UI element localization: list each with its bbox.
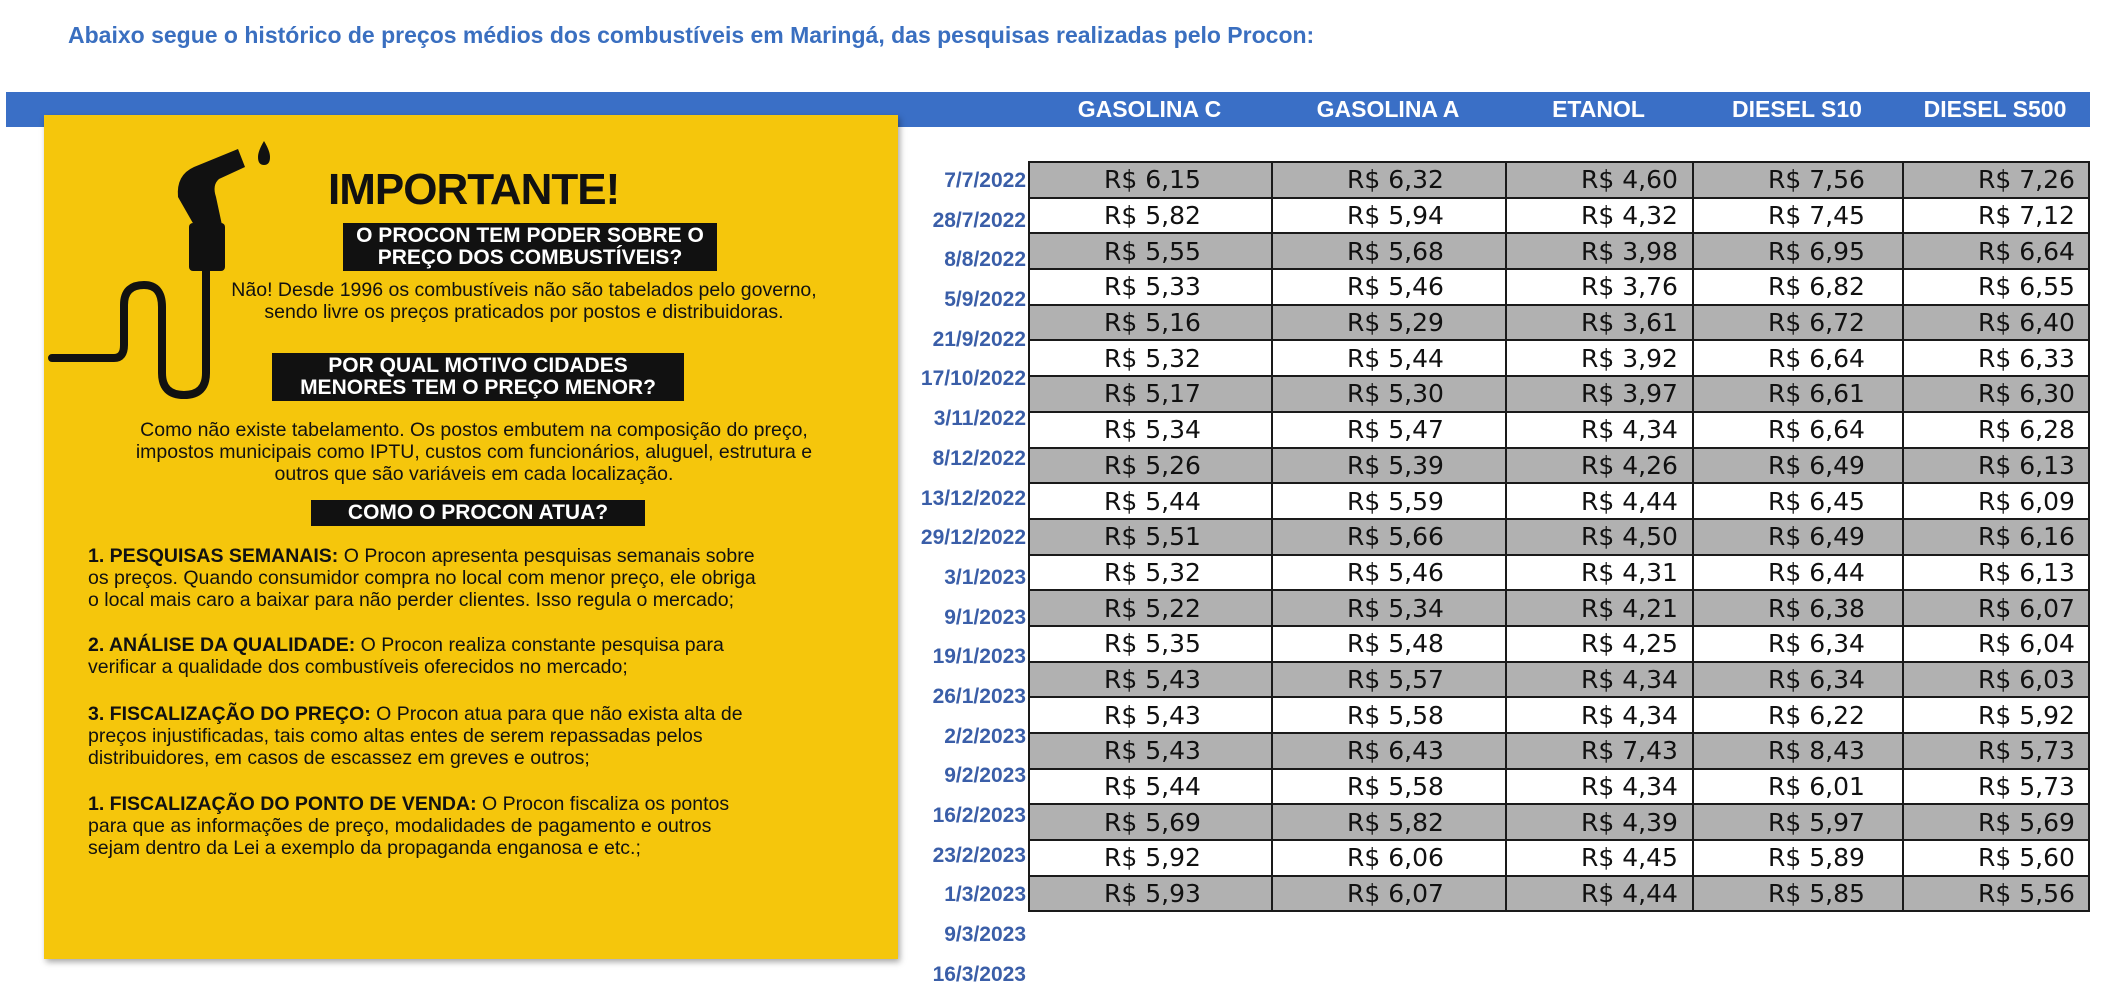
table-row (1029, 448, 2089, 484)
price-cell: R$ 5,85 (1693, 876, 1903, 912)
price-cell: R$ 6,07 (1903, 590, 2089, 626)
price-cell: R$ 4,34 (1506, 769, 1693, 805)
price-cell: R$ 4,50 (1506, 519, 1693, 555)
price-cell: R$ 3,92 (1506, 340, 1693, 376)
panel-item (88, 793, 888, 859)
column-headers (1028, 92, 2088, 127)
price-cell: R$ 5,73 (1903, 769, 2089, 805)
price-cell: R$ 5,82 (1272, 804, 1506, 840)
price-cell: R$ 6,06 (1272, 840, 1506, 876)
row-date: 1/3/2023 (944, 883, 1026, 907)
price-cell: R$ 4,44 (1506, 876, 1693, 912)
table-row (1029, 198, 2089, 234)
row-date: 17/10/2022 (920, 367, 1026, 391)
price-cell: R$ 5,16 (1029, 305, 1272, 341)
item-line: o local mais caro a baixar para não perder clientes. Isso regula o mercado; (88, 589, 735, 611)
question-line: O PROCON TEM PODER SOBRE O (356, 224, 704, 247)
price-cell: R$ 6,61 (1693, 376, 1903, 412)
price-cell: R$ 5,44 (1272, 340, 1506, 376)
price-cell: R$ 5,30 (1272, 376, 1506, 412)
item-heading: 1. PESQUISAS SEMANAIS: (88, 545, 339, 567)
item-line: distribuidores, em casos de escassez em greves e outros; (88, 747, 590, 769)
price-cell: R$ 5,60 (1903, 840, 2089, 876)
answer-text (164, 279, 884, 323)
row-date: 7/7/2022 (944, 169, 1026, 192)
fuel-nozzle-icon (44, 115, 274, 435)
row-date: 26/1/2023 (932, 684, 1026, 708)
price-cell: R$ 3,61 (1506, 305, 1693, 341)
row-date: 9/3/2023 (944, 923, 1026, 947)
row-date: 5/9/2022 (944, 288, 1026, 312)
table-row (1029, 305, 2089, 341)
price-cell: R$ 5,46 (1272, 269, 1506, 305)
price-cell: R$ 5,33 (1029, 269, 1272, 305)
price-cell: R$ 5,69 (1029, 804, 1272, 840)
price-cell: R$ 6,34 (1693, 626, 1903, 662)
price-cell: R$ 5,57 (1272, 662, 1506, 698)
price-cell: R$ 4,25 (1506, 626, 1693, 662)
price-cell: R$ 7,43 (1506, 733, 1693, 769)
price-cell: R$ 6,43 (1272, 733, 1506, 769)
table-row (1029, 412, 2089, 448)
column-header: ETANOL (1552, 96, 1645, 122)
price-cell: R$ 5,94 (1272, 198, 1506, 234)
price-cell: R$ 5,59 (1272, 483, 1506, 519)
price-cell: R$ 5,92 (1903, 697, 2089, 733)
price-cell: R$ 6,16 (1903, 519, 2089, 555)
price-cell: R$ 7,26 (1903, 162, 2089, 198)
page-intro: Abaixo segue o histórico de preços médios dos combustíveis em Maringá, das pesquisas realizadas pelo Procon: (68, 22, 1315, 48)
table-row (1029, 483, 2089, 519)
answer-text (64, 419, 884, 485)
price-cell: R$ 5,73 (1903, 733, 2089, 769)
price-cell: R$ 5,43 (1029, 662, 1272, 698)
price-cell: R$ 6,72 (1693, 305, 1903, 341)
item-line: O Procon fiscaliza os pontos (476, 793, 730, 815)
question-box (343, 223, 717, 271)
price-table (1028, 161, 2090, 912)
panel-item (88, 545, 888, 611)
price-cell: R$ 6,07 (1272, 876, 1506, 912)
table-row (1029, 662, 2089, 698)
row-date: 23/2/2023 (932, 843, 1026, 867)
answer-line: Como não existe tabelamento. Os postos embutem na composição do preço, (140, 419, 808, 441)
price-cell: R$ 5,58 (1272, 697, 1506, 733)
price-cell: R$ 5,93 (1029, 876, 1272, 912)
column-header: GASOLINA C (1077, 96, 1222, 122)
price-cell: R$ 6,44 (1693, 555, 1903, 591)
column-header: GASOLINA A (1316, 96, 1460, 122)
price-cell: R$ 5,56 (1903, 876, 2089, 912)
panel-item (88, 703, 888, 769)
price-cell: R$ 5,43 (1029, 733, 1272, 769)
question-line: MENORES TEM O PREÇO MENOR? (300, 376, 656, 399)
price-cell: R$ 6,49 (1693, 519, 1903, 555)
row-date: 28/7/2022 (932, 208, 1026, 232)
price-cell: R$ 6,82 (1693, 269, 1903, 305)
question-line: POR QUAL MOTIVO CIDADES (328, 354, 628, 377)
price-cell: R$ 3,98 (1506, 233, 1693, 269)
price-cell: R$ 6,64 (1693, 340, 1903, 376)
question-line: COMO O PROCON ATUA? (347, 501, 609, 524)
item-line: verificar a qualidade dos combustíveis oferecidos no mercado; (88, 656, 628, 678)
row-date: 2/2/2023 (944, 724, 1026, 748)
price-cell: R$ 5,35 (1029, 626, 1272, 662)
price-cell: R$ 5,32 (1029, 555, 1272, 591)
answer-line: Não! Desde 1996 os combustíveis não são tabelados pelo governo, (231, 279, 817, 301)
answer-line: outros que são variáveis em cada localização. (274, 463, 674, 485)
price-cell: R$ 6,38 (1693, 590, 1903, 626)
panel-item (88, 634, 888, 678)
price-cell: R$ 5,47 (1272, 412, 1506, 448)
price-cell: R$ 4,45 (1506, 840, 1693, 876)
price-cell: R$ 4,34 (1506, 697, 1693, 733)
price-cell: R$ 6,64 (1693, 412, 1903, 448)
item-line: sejam dentro da Lei a exemplo da propaganda enganosa e etc.; (88, 837, 641, 859)
price-cell: R$ 5,44 (1029, 769, 1272, 805)
price-cell: R$ 5,82 (1029, 198, 1272, 234)
row-date: 13/12/2022 (920, 486, 1026, 510)
info-panel (44, 115, 898, 959)
price-cell: R$ 5,34 (1029, 412, 1272, 448)
item-heading: 2. ANÁLISE DA QUALIDADE: (88, 634, 356, 656)
price-cell: R$ 5,32 (1029, 340, 1272, 376)
price-cell: R$ 6,03 (1903, 662, 2089, 698)
item-line: O Procon atua para que não exista alta de (370, 703, 743, 725)
price-cell: R$ 5,39 (1272, 448, 1506, 484)
table-row (1029, 697, 2089, 733)
price-cell: R$ 6,45 (1693, 483, 1903, 519)
price-cell: R$ 4,32 (1506, 198, 1693, 234)
price-cell: R$ 4,34 (1506, 412, 1693, 448)
question-box (311, 500, 645, 526)
row-date: 21/9/2022 (932, 327, 1026, 351)
row-date: 3/11/2022 (933, 407, 1026, 431)
row-date: 8/12/2022 (932, 446, 1026, 470)
price-cell: R$ 6,32 (1272, 162, 1506, 198)
table-row (1029, 376, 2089, 412)
table-row (1029, 340, 2089, 376)
price-cell: R$ 5,89 (1693, 840, 1903, 876)
table-row (1029, 590, 2089, 626)
item-heading: 3. FISCALIZAÇÃO DO PREÇO: (88, 703, 371, 725)
price-cell: R$ 6,30 (1903, 376, 2089, 412)
table-row (1029, 519, 2089, 555)
price-cell: R$ 3,76 (1506, 269, 1693, 305)
row-date: 19/1/2023 (932, 645, 1026, 669)
item-line: O Procon apresenta pesquisas semanais sobre (338, 545, 755, 567)
price-cell: R$ 5,69 (1903, 804, 2089, 840)
price-cell: R$ 6,09 (1903, 483, 2089, 519)
price-cell: R$ 5,34 (1272, 590, 1506, 626)
table-row (1029, 876, 2089, 912)
price-cell: R$ 5,51 (1029, 519, 1272, 555)
price-cell: R$ 6,64 (1903, 233, 2089, 269)
item-line: os preços. Quando consumidor compra no local com menor preço, ele obriga (88, 567, 756, 589)
question-box (272, 353, 684, 401)
price-cell: R$ 6,13 (1903, 448, 2089, 484)
price-cell: R$ 7,12 (1903, 198, 2089, 234)
table-row (1029, 162, 2089, 198)
price-cell: R$ 3,97 (1506, 376, 1693, 412)
price-cell: R$ 5,68 (1272, 233, 1506, 269)
price-cell: R$ 4,21 (1506, 590, 1693, 626)
price-cell: R$ 6,22 (1693, 697, 1903, 733)
price-cell: R$ 6,15 (1029, 162, 1272, 198)
row-date: 8/8/2022 (944, 248, 1026, 272)
table-row (1029, 840, 2089, 876)
item-line: O Procon realiza constante pesquisa para (355, 634, 724, 656)
table-row (1029, 626, 2089, 662)
item-line: para que as informações de preço, modalidades de pagamento e outros (88, 815, 712, 837)
price-cell: R$ 6,95 (1693, 233, 1903, 269)
price-cell: R$ 6,40 (1903, 305, 2089, 341)
price-cell: R$ 6,33 (1903, 340, 2089, 376)
price-cell: R$ 5,97 (1693, 804, 1903, 840)
row-date: 9/1/2023 (944, 605, 1026, 629)
row-date: 3/1/2023 (944, 565, 1026, 589)
price-cell: R$ 4,31 (1506, 555, 1693, 591)
price-cell: R$ 5,66 (1272, 519, 1506, 555)
row-date: 29/12/2022 (920, 526, 1026, 550)
date-column (890, 161, 1026, 994)
table-row (1029, 233, 2089, 269)
price-cell: R$ 6,01 (1693, 769, 1903, 805)
answer-line: sendo livre os preços praticados por postos e distribuidoras. (264, 301, 784, 323)
price-cell: R$ 6,04 (1903, 626, 2089, 662)
price-cell: R$ 6,13 (1903, 555, 2089, 591)
price-cell: R$ 5,44 (1029, 483, 1272, 519)
row-date: 16/3/2023 (932, 962, 1026, 986)
question-line: PREÇO DOS COMBUSTÍVEIS? (377, 246, 683, 269)
price-cell: R$ 7,56 (1693, 162, 1903, 198)
price-cell: R$ 5,26 (1029, 448, 1272, 484)
column-header: DIESEL S500 (1923, 96, 2067, 122)
price-cell: R$ 4,26 (1506, 448, 1693, 484)
price-cell: R$ 6,55 (1903, 269, 2089, 305)
price-cell: R$ 5,22 (1029, 590, 1272, 626)
price-cell: R$ 5,17 (1029, 376, 1272, 412)
row-date: 16/2/2023 (932, 804, 1026, 827)
price-cell: R$ 4,34 (1506, 662, 1693, 698)
price-cell: R$ 5,92 (1029, 840, 1272, 876)
table-row (1029, 769, 2089, 805)
item-line: preços injustificadas, tais como altas entes de serem repassadas pelos (88, 725, 703, 747)
answer-line: impostos municipais como IPTU, custos com funcionários, aluguel, estrutura e (135, 441, 813, 463)
table-row (1029, 804, 2089, 840)
price-cell: R$ 4,44 (1506, 483, 1693, 519)
panel-title: IMPORTANTE! (328, 165, 620, 214)
price-cell: R$ 5,29 (1272, 305, 1506, 341)
table-row (1029, 555, 2089, 591)
price-cell: R$ 5,43 (1029, 697, 1272, 733)
price-cell: R$ 6,34 (1693, 662, 1903, 698)
price-cell: R$ 6,28 (1903, 412, 2089, 448)
price-cell: R$ 8,43 (1693, 733, 1903, 769)
price-cell: R$ 4,39 (1506, 804, 1693, 840)
price-cell: R$ 5,48 (1272, 626, 1506, 662)
price-cell: R$ 5,58 (1272, 769, 1506, 805)
table-row (1029, 269, 2089, 305)
item-heading: 1. FISCALIZAÇÃO DO PONTO DE VENDA: (88, 793, 477, 815)
price-cell: R$ 4,60 (1506, 162, 1693, 198)
column-header: DIESEL S10 (1732, 96, 1862, 122)
table-row (1029, 733, 2089, 769)
price-cell: R$ 5,46 (1272, 555, 1506, 591)
price-cell: R$ 6,49 (1693, 448, 1903, 484)
price-cell: R$ 5,55 (1029, 233, 1272, 269)
row-date: 9/2/2023 (944, 764, 1026, 788)
price-cell: R$ 7,45 (1693, 198, 1903, 234)
